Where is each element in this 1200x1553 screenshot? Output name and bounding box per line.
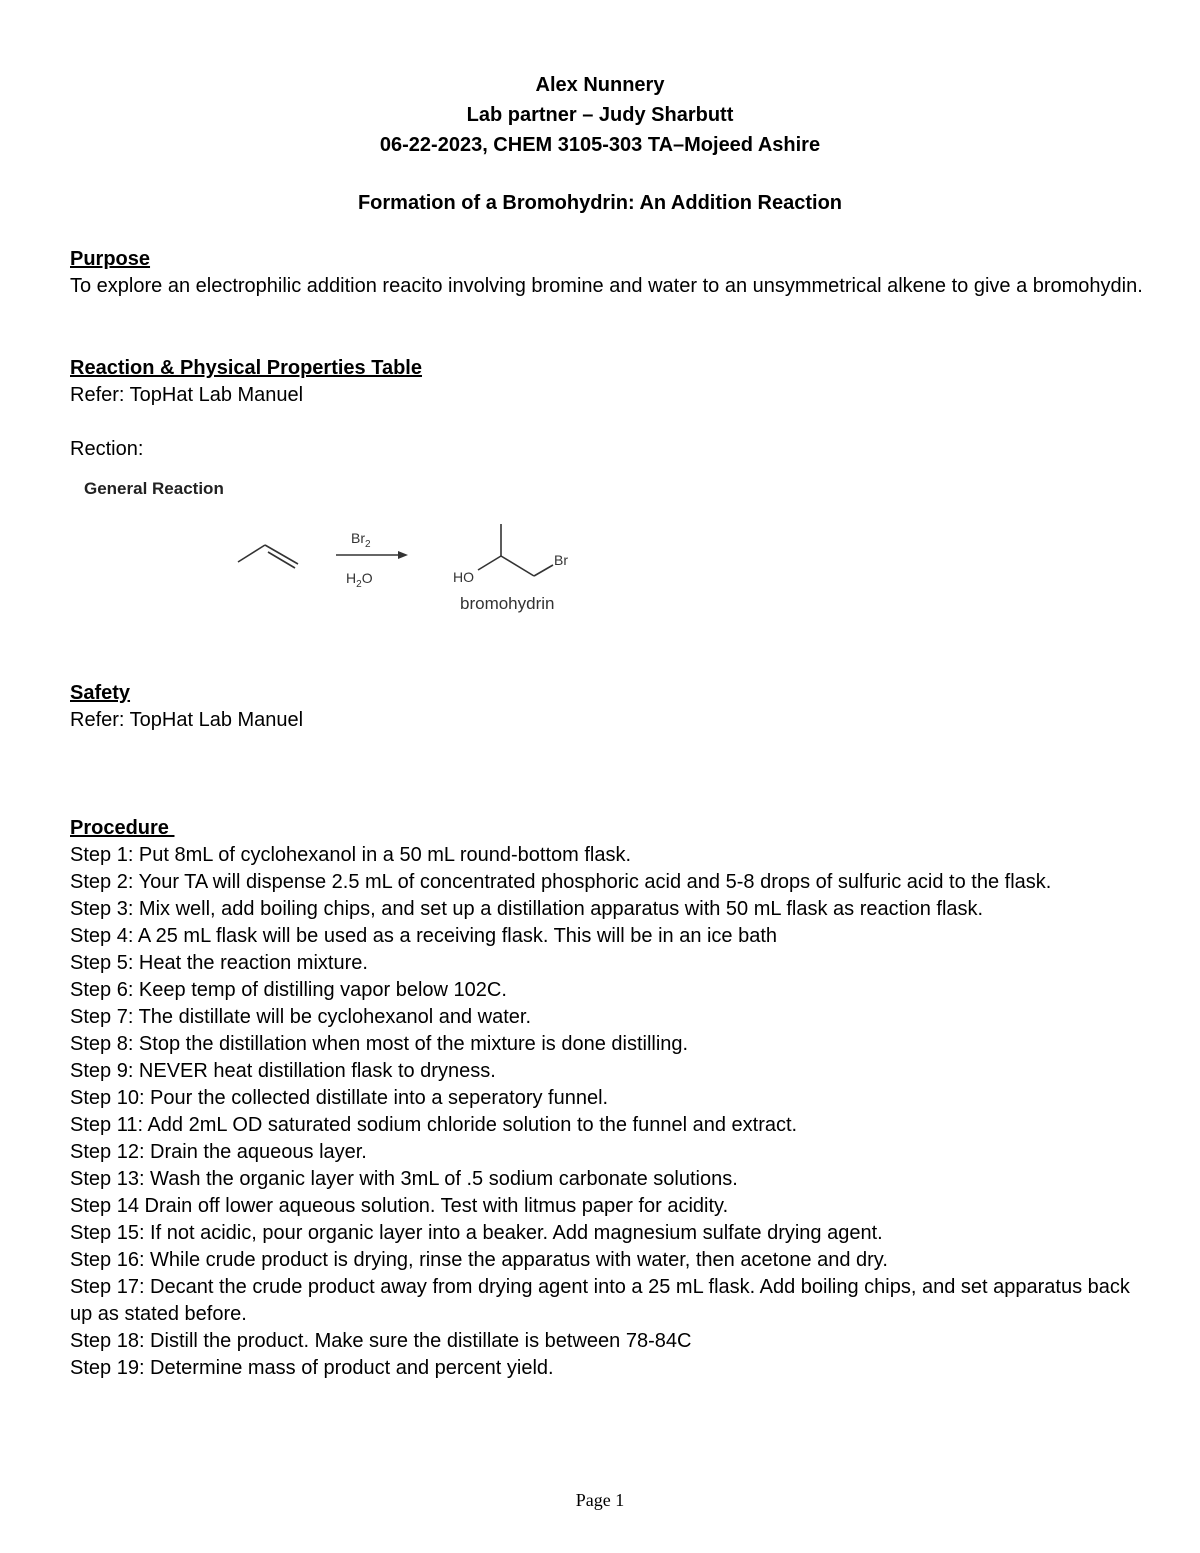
reagent-bromine: $Br_2$	[351, 530, 371, 550]
product-bromine: Br	[554, 552, 568, 568]
reaction-table-heading: Reaction & Physical Properties Table	[70, 357, 422, 379]
author-name: Alex Nunnery	[535, 74, 665, 96]
product-name: bromohydrin	[460, 594, 555, 613]
propene-structure	[238, 545, 298, 568]
purpose-heading: Purpose	[70, 248, 151, 270]
procedure-steps	[70, 842, 1130, 1382]
lab-partner: Lab partner – Judy Sharbutt	[466, 104, 734, 126]
safety-refer: Refer: TopHat Lab Manuel	[70, 709, 304, 731]
procedure-step: Step 1: Put 8mL of cyclohexanol in a 50 mL round-bottom flask.	[70, 844, 632, 866]
procedure-step: Step 16: While crude product is drying, rinse the apparatus with water, then acetone and dry.	[70, 1249, 888, 1271]
procedure-step: Step 10: Pour the collected distillate into a seperatory funnel.	[70, 1087, 609, 1109]
procedure-step: Step 18: Distill the product. Make sure the distillate is between 78-84C	[70, 1330, 692, 1352]
rection-label: Rection:	[70, 438, 144, 460]
procedure-step: Step 13: Wash the organic layer with 3mL of .5 sodium carbonate solutions.	[70, 1168, 738, 1190]
procedure-step: Step 3: Mix well, add boiling chips, and set up a distillation apparatus with 50 mL flask as reaction flask.	[70, 898, 984, 920]
course-line: 06-22-2023, CHEM 3105-303 TA–Mojeed Ashire	[379, 134, 821, 156]
product-hydroxyl: HO	[453, 569, 474, 585]
procedure-step: Step 9: NEVER heat distillation flask to dryness.	[70, 1060, 496, 1082]
page-number: Page 1	[575, 1490, 625, 1510]
bromohydrin-structure	[478, 524, 553, 576]
procedure-step: Step 11: Add 2mL OD saturated sodium chloride solution to the funnel and extract.	[70, 1114, 798, 1136]
procedure-step: Step 4: A 25 mL flask will be used as a receiving flask. This will be in an ice bath	[70, 925, 778, 947]
reagent-water: $H_2O$	[346, 570, 373, 590]
document-title: Formation of a Bromohydrin: An Addition Reaction	[357, 192, 843, 214]
procedure-step: Step 15: If not acidic, pour organic layer into a beaker. Add magnesium sulfate drying agent.	[70, 1222, 883, 1244]
procedure-step: Step 8: Stop the distillation when most of the mixture is done distilling.	[70, 1033, 689, 1055]
safety-heading: Safety	[70, 682, 131, 704]
procedure-heading: Procedure	[70, 817, 175, 839]
procedure-step: Step 2: Your TA will dispense 2.5 mL of concentrated phosphoric acid and 5-8 drops of sulfuric acid to the flask.	[70, 871, 1052, 893]
header-block	[0, 70, 1200, 160]
procedure-step: Step 19: Determine mass of product and percent yield.	[70, 1357, 554, 1379]
procedure-step: Step 6: Keep temp of distilling vapor below 102C.	[70, 979, 507, 1001]
procedure-step: Step 12: Drain the aqueous layer.	[70, 1141, 367, 1163]
procedure-step: Step 14 Drain off lower aqueous solution. Test with litmus paper for acidity.	[70, 1195, 729, 1217]
procedure-step: Step 7: The distillate will be cyclohexanol and water.	[70, 1006, 532, 1028]
purpose-text: To explore an electrophilic addition reacito involving bromine and water to an unsymmetrical alkene to give a bromohydin.	[70, 275, 1143, 297]
figure-caption: General Reaction	[84, 479, 224, 498]
reaction-arrow	[336, 551, 408, 559]
procedure-step: Step 5: Heat the reaction mixture.	[70, 952, 368, 974]
procedure-step: Step 17: Decant the crude product away from drying agent into a 25 mL flask. Add boiling chips, and set apparatus back up as stated before.	[70, 1276, 1130, 1325]
reaction-table-refer: Refer: TopHat Lab Manuel	[70, 384, 304, 406]
general-reaction-figure	[78, 472, 598, 622]
